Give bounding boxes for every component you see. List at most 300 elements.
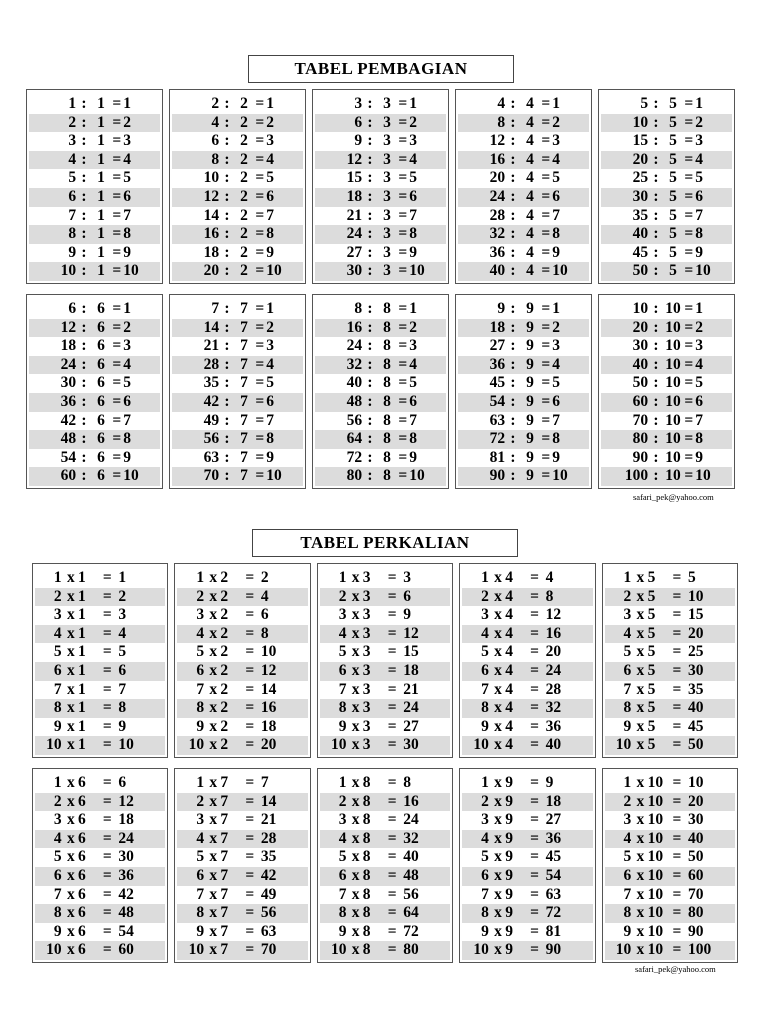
operator: x: [636, 885, 645, 903]
quotient: 6: [695, 392, 704, 410]
divisor: 10: [665, 392, 681, 410]
operator: :: [510, 467, 516, 485]
dividend: 63: [489, 411, 506, 429]
multiplication-row: [320, 625, 450, 644]
multiplicand: 5: [196, 848, 205, 866]
dividend: 35: [632, 206, 649, 224]
product: 25: [688, 643, 704, 661]
division-tables-grid: [26, 89, 735, 489]
quotient: 10: [695, 262, 711, 280]
multiplication-row: [462, 886, 592, 905]
multiplication-row: [320, 718, 450, 737]
division-row: [458, 114, 589, 133]
product: 24: [118, 829, 134, 847]
operator: :: [653, 337, 659, 355]
equals-sign: =: [245, 624, 255, 642]
operator: :: [510, 337, 516, 355]
equals-sign: =: [102, 569, 112, 586]
equals-sign: =: [255, 113, 265, 131]
divisor: 2: [240, 206, 248, 224]
multiplication-row: [605, 774, 735, 793]
product: 20: [688, 624, 704, 642]
equals-sign: =: [530, 848, 539, 866]
equals-sign: =: [541, 187, 551, 205]
operator: :: [367, 318, 373, 336]
divisor: 4: [526, 262, 534, 280]
equals-sign: =: [530, 661, 539, 679]
product: 14: [260, 680, 277, 698]
division-row: [29, 356, 160, 375]
multiplication-row: [177, 848, 307, 867]
equals-sign: =: [541, 430, 551, 448]
division-row: [458, 169, 589, 188]
equals-sign: =: [387, 699, 397, 717]
equals-sign: =: [387, 941, 397, 959]
equals-sign: =: [255, 467, 265, 485]
dividend: 60: [60, 467, 77, 485]
quotient: 9: [123, 243, 132, 261]
divisor: 9: [526, 300, 534, 317]
divisor: 3: [383, 132, 391, 150]
operator: x: [66, 848, 75, 866]
multiplicand: 4: [196, 829, 205, 847]
multiplier: 7: [220, 904, 229, 922]
operator: :: [510, 300, 516, 317]
multiplicand: 7: [481, 885, 489, 903]
equals-sign: =: [672, 792, 682, 810]
equals-sign: =: [245, 680, 255, 698]
divisor: 1: [97, 169, 105, 187]
operator: x: [66, 885, 75, 903]
multiplication-tables-grid: [32, 563, 738, 963]
operator: x: [209, 922, 218, 940]
equals-sign: =: [102, 792, 112, 810]
multiplicand: 8: [53, 699, 62, 717]
equals-sign: =: [255, 225, 265, 243]
equals-sign: =: [684, 411, 694, 429]
division-row: [315, 151, 446, 170]
product: 70: [260, 941, 277, 959]
divisor: 8: [383, 300, 391, 317]
multiplier: 2: [220, 699, 229, 717]
equals-sign: =: [387, 774, 397, 791]
dividend: 4: [68, 150, 77, 168]
equals-sign: =: [255, 300, 265, 317]
product: 100: [688, 941, 712, 959]
equals-sign: =: [112, 392, 122, 410]
multiplication-row: [177, 904, 307, 923]
dividend: 6: [354, 113, 363, 131]
multiplicand: 10: [188, 941, 205, 959]
multiplier: 4: [505, 717, 513, 735]
dividend: 24: [489, 187, 506, 205]
quotient: 2: [695, 318, 704, 336]
operator: x: [636, 643, 645, 661]
dividend: 60: [632, 392, 649, 410]
equals-sign: =: [672, 699, 682, 717]
quotient: 7: [266, 206, 275, 224]
multiplier: 4: [505, 587, 513, 605]
product: 10: [118, 736, 134, 754]
multiplicand: 10: [188, 736, 205, 754]
dividend: 15: [346, 169, 363, 187]
dividend: 50: [632, 262, 649, 280]
equals-sign: =: [112, 187, 122, 205]
operator: x: [351, 643, 360, 661]
product: 81: [545, 922, 562, 940]
equals-sign: =: [112, 337, 122, 355]
operator: :: [653, 225, 659, 243]
multiplier: 8: [362, 829, 371, 847]
operator: x: [351, 699, 360, 717]
equals-sign: =: [387, 848, 397, 866]
multiplication-row: [462, 923, 592, 942]
multiplication-row: [177, 606, 307, 625]
divisor: 1: [97, 132, 105, 150]
multiplier: 3: [362, 624, 371, 642]
dividend: 8: [211, 150, 220, 168]
equals-sign: =: [672, 680, 682, 698]
operator: :: [367, 169, 373, 187]
product: 2: [260, 569, 269, 586]
operator: :: [653, 132, 659, 150]
divisor: 1: [97, 113, 105, 131]
multiplicand: 6: [196, 866, 205, 884]
operator: :: [367, 374, 373, 392]
multiplicand: 10: [46, 941, 62, 959]
multiplicand: 1: [338, 569, 347, 586]
division-row: [315, 225, 446, 244]
division-row: [458, 132, 589, 151]
quotient: 8: [695, 430, 704, 448]
quotient: 9: [409, 448, 418, 466]
dividend: 15: [632, 132, 649, 150]
multiplication-row: [320, 662, 450, 681]
dividend: 16: [489, 150, 506, 168]
quotient: 4: [123, 355, 132, 373]
product: 63: [260, 922, 277, 940]
multiplier: 6: [78, 774, 86, 791]
operator: x: [209, 587, 218, 605]
multiplicand: 3: [623, 811, 632, 829]
multiplier: 10: [647, 904, 664, 922]
operator: x: [494, 661, 502, 679]
multiplication-row: [462, 830, 592, 849]
product: 42: [260, 866, 277, 884]
equals-sign: =: [398, 374, 408, 392]
product: 18: [403, 661, 419, 679]
division-row: [315, 95, 446, 114]
dividend: 5: [68, 169, 77, 187]
operator: :: [81, 243, 87, 261]
division-row: [458, 207, 589, 226]
operator: x: [636, 922, 645, 940]
operator: :: [224, 430, 230, 448]
division-row: [458, 319, 589, 338]
division-row: [458, 95, 589, 114]
equals-sign: =: [530, 717, 539, 735]
equals-sign: =: [684, 225, 694, 243]
product: 64: [403, 904, 419, 922]
dividend: 20: [203, 262, 220, 280]
division-row: [172, 467, 303, 486]
dividend: 100: [624, 467, 649, 485]
quotient: 7: [695, 206, 704, 224]
equals-sign: =: [112, 225, 122, 243]
operator: :: [510, 113, 516, 131]
multiplicand: 3: [623, 606, 632, 624]
equals-sign: =: [672, 904, 682, 922]
quotient: 5: [123, 374, 132, 392]
multiplicand: 10: [46, 736, 62, 754]
operator: :: [653, 113, 659, 131]
quotient: 6: [266, 392, 275, 410]
operator: :: [653, 150, 659, 168]
equals-sign: =: [530, 866, 539, 884]
multiplier: 2: [220, 736, 229, 754]
multiplication-row: [177, 793, 307, 812]
dividend: 90: [489, 467, 506, 485]
division-row: [601, 337, 732, 356]
dividend: 16: [346, 318, 363, 336]
multiplicand: 9: [53, 922, 62, 940]
product: 14: [260, 792, 277, 810]
operator: x: [636, 792, 645, 810]
division-row: [172, 132, 303, 151]
division-row: [172, 151, 303, 170]
dividend: 72: [489, 430, 506, 448]
operator: :: [367, 448, 373, 466]
equals-sign: =: [255, 392, 265, 410]
dividend: 40: [632, 225, 649, 243]
product: 9: [118, 717, 127, 735]
multiplier: 4: [505, 661, 513, 679]
equals-sign: =: [112, 411, 122, 429]
equals-sign: =: [112, 374, 122, 392]
dividend: 12: [489, 132, 506, 150]
division-credit: safari_pek@yahoo.com: [633, 492, 714, 502]
dividend: 20: [632, 318, 649, 336]
operator: x: [209, 941, 218, 959]
multiplier: 1: [78, 717, 86, 735]
product: 8: [545, 587, 554, 605]
equals-sign: =: [672, 569, 682, 586]
operator: :: [653, 187, 659, 205]
equals-sign: =: [684, 243, 694, 261]
operator: x: [494, 811, 502, 829]
divisor: 8: [383, 355, 391, 373]
operator: :: [510, 448, 516, 466]
product: 15: [688, 606, 704, 624]
operator: x: [66, 606, 75, 624]
multiplication-row: [462, 643, 592, 662]
multiplication-row: [177, 830, 307, 849]
product: 3: [403, 569, 411, 586]
operator: x: [494, 904, 502, 922]
quotient: 4: [409, 355, 418, 373]
multiplier: 1: [78, 736, 86, 754]
equals-sign: =: [245, 736, 255, 754]
product: 3: [118, 606, 127, 624]
operator: :: [510, 430, 516, 448]
operator: x: [494, 774, 502, 791]
division-row: [601, 430, 732, 449]
division-row: [29, 114, 160, 133]
multiplicand: 6: [623, 866, 632, 884]
operator: :: [653, 300, 659, 317]
multiplier: 8: [362, 848, 371, 866]
dividend: 54: [60, 448, 77, 466]
divisor: 7: [240, 300, 248, 317]
operator: :: [653, 206, 659, 224]
operator: x: [351, 922, 360, 940]
quotient: 10: [123, 262, 139, 280]
equals-sign: =: [684, 355, 694, 373]
division-row: [458, 188, 589, 207]
divisor: 2: [240, 262, 248, 280]
divisor: 2: [240, 95, 248, 112]
equals-sign: =: [255, 150, 265, 168]
divisor: 1: [97, 243, 105, 261]
quotient: 7: [695, 411, 704, 429]
operator: x: [636, 904, 645, 922]
equals-sign: =: [541, 150, 551, 168]
division-row: [172, 225, 303, 244]
equals-sign: =: [112, 206, 122, 224]
division-row: [601, 412, 732, 431]
multiplicand: 6: [196, 661, 205, 679]
equals-sign: =: [541, 225, 551, 243]
product: 35: [688, 680, 704, 698]
divisor: 8: [383, 430, 391, 448]
division-row: [601, 207, 732, 226]
dividend: 4: [211, 113, 220, 131]
multiplier: 5: [647, 736, 656, 754]
multiplication-row: [320, 811, 450, 830]
operator: :: [367, 430, 373, 448]
operator: :: [653, 243, 659, 261]
division-row: [172, 374, 303, 393]
quotient: 3: [409, 337, 418, 355]
operator: x: [66, 866, 75, 884]
divisor: 4: [526, 113, 534, 131]
multiplication-row: [177, 662, 307, 681]
equals-sign: =: [112, 262, 122, 280]
multiplicand: 1: [338, 774, 347, 791]
product: 30: [688, 811, 704, 829]
operator: :: [224, 448, 230, 466]
equals-sign: =: [672, 661, 682, 679]
multiplier: 6: [78, 829, 86, 847]
operator: :: [367, 206, 373, 224]
product: 40: [688, 699, 704, 717]
dividend: 50: [632, 374, 649, 392]
quotient: 3: [123, 132, 132, 150]
product: 5: [688, 569, 696, 586]
quotient: 9: [552, 243, 561, 261]
equals-sign: =: [102, 885, 112, 903]
multiplication-row: [605, 643, 735, 662]
multiplicand: 7: [196, 885, 205, 903]
multiplication-row: [177, 681, 307, 700]
divisor: 6: [97, 448, 105, 466]
operator: :: [81, 206, 87, 224]
dividend: 48: [60, 430, 77, 448]
product: 6: [260, 606, 269, 624]
divisor: 3: [383, 206, 391, 224]
multiplicand: 8: [481, 699, 489, 717]
operator: x: [209, 680, 218, 698]
multiplication-row: [462, 904, 592, 923]
multiplication-row: [462, 736, 592, 755]
operator: :: [224, 318, 230, 336]
operator: :: [367, 392, 373, 410]
multiplier: 8: [362, 811, 371, 829]
quotient: 10: [123, 467, 139, 485]
multiplication-row: [605, 699, 735, 718]
multiplicand: 4: [338, 624, 347, 642]
multiplier: 3: [362, 606, 371, 624]
dividend: 9: [68, 243, 77, 261]
division-table-7: [169, 294, 306, 489]
operator: x: [351, 661, 360, 679]
divisor: 3: [383, 113, 391, 131]
multiplier: 5: [647, 699, 656, 717]
equals-sign: =: [387, 643, 397, 661]
division-row: [29, 449, 160, 468]
multiplier: 7: [220, 792, 229, 810]
product: 18: [545, 792, 562, 810]
operator: x: [209, 829, 218, 847]
operator: x: [351, 885, 360, 903]
division-row: [29, 374, 160, 393]
operator: :: [224, 206, 230, 224]
division-row: [601, 262, 732, 281]
divisor: 9: [526, 411, 534, 429]
quotient: 6: [409, 392, 418, 410]
division-table-9: [455, 294, 592, 489]
equals-sign: =: [684, 262, 694, 280]
multiplication-row: [177, 736, 307, 755]
multiplier: 5: [647, 643, 656, 661]
multiplicand: 2: [481, 587, 489, 605]
divisor: 10: [665, 355, 681, 373]
equals-sign: =: [387, 885, 397, 903]
dividend: 10: [203, 169, 220, 187]
equals-sign: =: [398, 206, 408, 224]
operator: x: [636, 736, 645, 754]
quotient: 5: [266, 374, 275, 392]
quotient: 6: [123, 187, 132, 205]
divisor: 5: [669, 243, 677, 261]
quotient: 5: [409, 374, 418, 392]
division-row: [172, 262, 303, 281]
multiplicand: 9: [53, 717, 62, 735]
operator: x: [66, 904, 75, 922]
operator: :: [224, 150, 230, 168]
operator: x: [636, 699, 645, 717]
multiplier: 9: [505, 829, 513, 847]
operator: x: [351, 941, 360, 959]
quotient: 5: [266, 169, 275, 187]
multiplicand: 2: [53, 587, 62, 605]
equals-sign: =: [387, 792, 397, 810]
multiplication-row: [605, 736, 735, 755]
quotient: 9: [266, 243, 275, 261]
product: 32: [545, 699, 562, 717]
division-row: [601, 449, 732, 468]
operator: x: [351, 587, 360, 605]
